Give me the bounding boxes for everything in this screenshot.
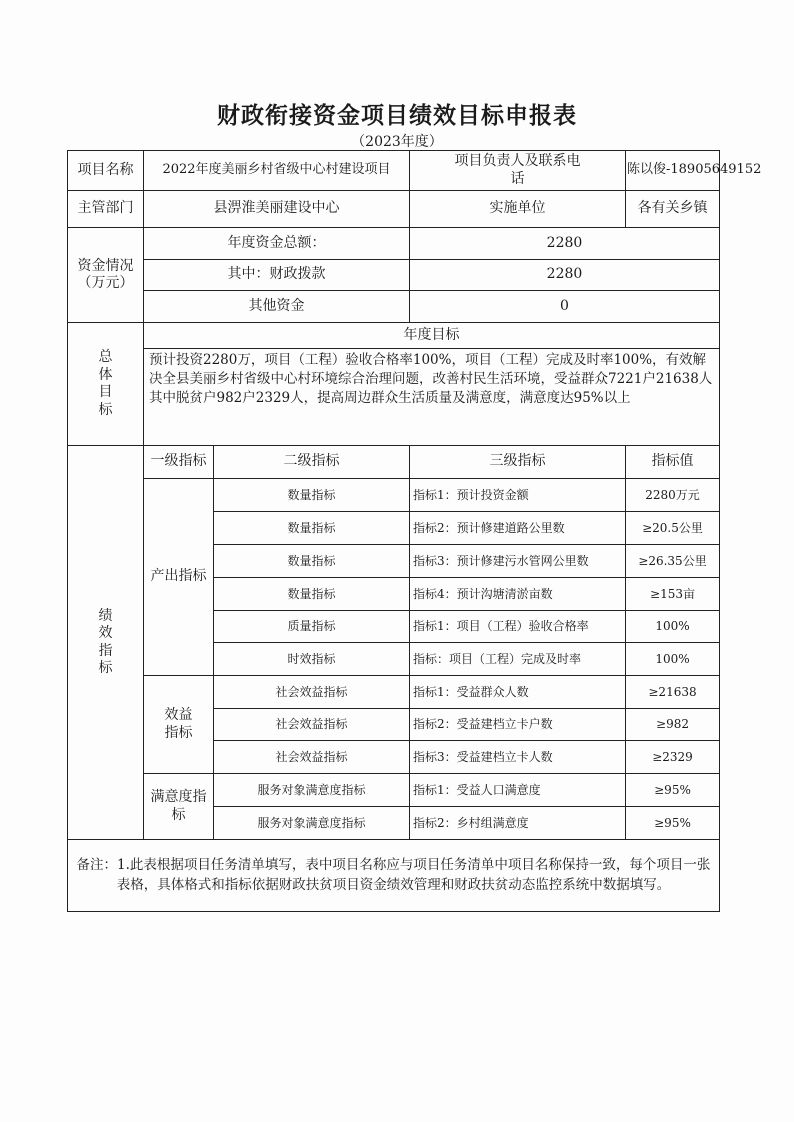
indicators-label-text: 绩效指标 xyxy=(98,607,113,676)
header-level2: 二级指标 xyxy=(214,446,410,479)
table-row xyxy=(68,479,720,512)
row-level3: 指标：项目（工程）完成及时率 xyxy=(410,643,626,676)
row-value: ≥153亩 xyxy=(626,578,720,611)
row-value: ≥2329 xyxy=(626,741,720,774)
funds-finance-row xyxy=(68,260,720,291)
funds-other-row xyxy=(68,291,720,323)
page-subtitle-year: （2023年度） xyxy=(351,134,443,150)
row-level3: 指标2：受益建档立卡户数 xyxy=(410,709,626,741)
funds-label-text: 资金情况（万元） xyxy=(77,257,134,291)
row-level2: 服务对象满意度指标 xyxy=(214,774,410,807)
page-title: 财政衔接资金项目绩效目标申报表 xyxy=(217,102,577,129)
funds-finance-value: 2280 xyxy=(410,260,720,291)
funds-total-value: 2280 xyxy=(410,228,720,260)
row-value: ≥26.35公里 xyxy=(626,545,720,578)
row-value: ≥982 xyxy=(626,709,720,741)
goal-label-text: 总体目标 xyxy=(98,349,113,418)
group-level1: 产出指标 xyxy=(144,479,214,676)
project-name-value: 2022年度美丽乡村省级中心村建设项目 xyxy=(144,151,410,191)
project-name-label: 项目名称 xyxy=(68,151,144,191)
row-level2: 社会效益指标 xyxy=(214,709,410,741)
row-level2: 服务对象满意度指标 xyxy=(214,807,410,840)
footnote: 备注：1.此表根据项目任务清单填写，表中项目名称应与项目任务清单中项目名称保持一致，每个项目一张表格，具体格式和指标依据财政扶贫项目资金绩效管理和财政扶贫动态监控系统中数据填写。 xyxy=(68,840,720,912)
funds-other-value: 0 xyxy=(410,291,720,323)
row-level2: 数量指标 xyxy=(214,479,410,512)
dept-label: 主管部门 xyxy=(68,191,144,228)
project-leader-value: 陈以俊-18905649152 xyxy=(626,151,720,191)
row-value: 100% xyxy=(626,611,720,643)
row-value: 100% xyxy=(626,643,720,676)
group-level1-text: 效益指标 xyxy=(164,707,193,741)
row-value: ≥95% xyxy=(626,774,720,807)
row-level3: 指标1：受益人口满意度 xyxy=(410,774,626,807)
row-level2: 质量指标 xyxy=(214,611,410,643)
row-value: 2280万元 xyxy=(626,479,720,512)
row-level3: 指标1：受益群众人数 xyxy=(410,676,626,709)
header-level3: 三级指标 xyxy=(410,446,626,479)
row-level3: 指标2：乡村组满意度 xyxy=(410,807,626,840)
dept-value: 县淠淮美丽建设中心 xyxy=(144,191,410,228)
impl-label: 实施单位 xyxy=(410,191,626,228)
goal-header: 年度目标 xyxy=(144,323,720,349)
table-row xyxy=(68,774,720,807)
group-level1-text: 满意度指标 xyxy=(150,789,207,823)
funds-label xyxy=(68,228,144,323)
project-leader-label: 项目负责人及联系电话 xyxy=(410,151,626,191)
group-level1 xyxy=(144,676,214,774)
row-value: ≥95% xyxy=(626,807,720,840)
row-level2: 数量指标 xyxy=(214,578,410,611)
table-row xyxy=(68,676,720,709)
goal-text-row xyxy=(68,349,720,446)
row-value: ≥21638 xyxy=(626,676,720,709)
indicator-header-row xyxy=(68,446,720,479)
project-name-row xyxy=(68,151,720,191)
goal-header-row xyxy=(68,323,720,349)
funds-other-label: 其他资金 xyxy=(144,291,410,323)
impl-value: 各有关乡镇 xyxy=(626,191,720,228)
group-level1 xyxy=(144,774,214,840)
row-level3: 指标4：预计沟塘清淤亩数 xyxy=(410,578,626,611)
header-level1: 一级指标 xyxy=(144,446,214,479)
row-level3: 指标2：预计修建道路公里数 xyxy=(410,512,626,545)
department-row xyxy=(68,191,720,228)
goal-label xyxy=(68,323,144,446)
row-level2: 数量指标 xyxy=(214,512,410,545)
row-level3: 指标1：项目（工程）验收合格率 xyxy=(410,611,626,643)
note-row xyxy=(68,840,720,912)
row-level3: 指标3：受益建档立卡人数 xyxy=(410,741,626,774)
performance-form-table xyxy=(67,150,762,912)
header-value: 指标值 xyxy=(626,446,720,479)
row-value: ≥20.5公里 xyxy=(626,512,720,545)
row-level2: 社会效益指标 xyxy=(214,676,410,709)
funds-total-row xyxy=(68,228,720,260)
goal-text: 预计投资2280万，项目（工程）验收合格率100%，项目（工程）完成及时率100%，有效解决全县美丽乡村省级中心村环境综合治理问题，改善村民生活环境，受益群众7221户21638人其中脱贫户982户2329人，提高周边群众生活质量及满意度，满意度达95%以上 xyxy=(144,349,720,446)
funds-total-label: 年度资金总额： xyxy=(144,228,410,260)
funds-finance-label: 其中：财政拨款 xyxy=(144,260,410,291)
row-level3: 指标1：预计投资金额 xyxy=(410,479,626,512)
row-level2: 时效指标 xyxy=(214,643,410,676)
row-level3: 指标3：预计修建污水管网公里数 xyxy=(410,545,626,578)
row-level2: 数量指标 xyxy=(214,545,410,578)
row-level2: 社会效益指标 xyxy=(214,741,410,774)
indicators-label xyxy=(68,446,144,840)
